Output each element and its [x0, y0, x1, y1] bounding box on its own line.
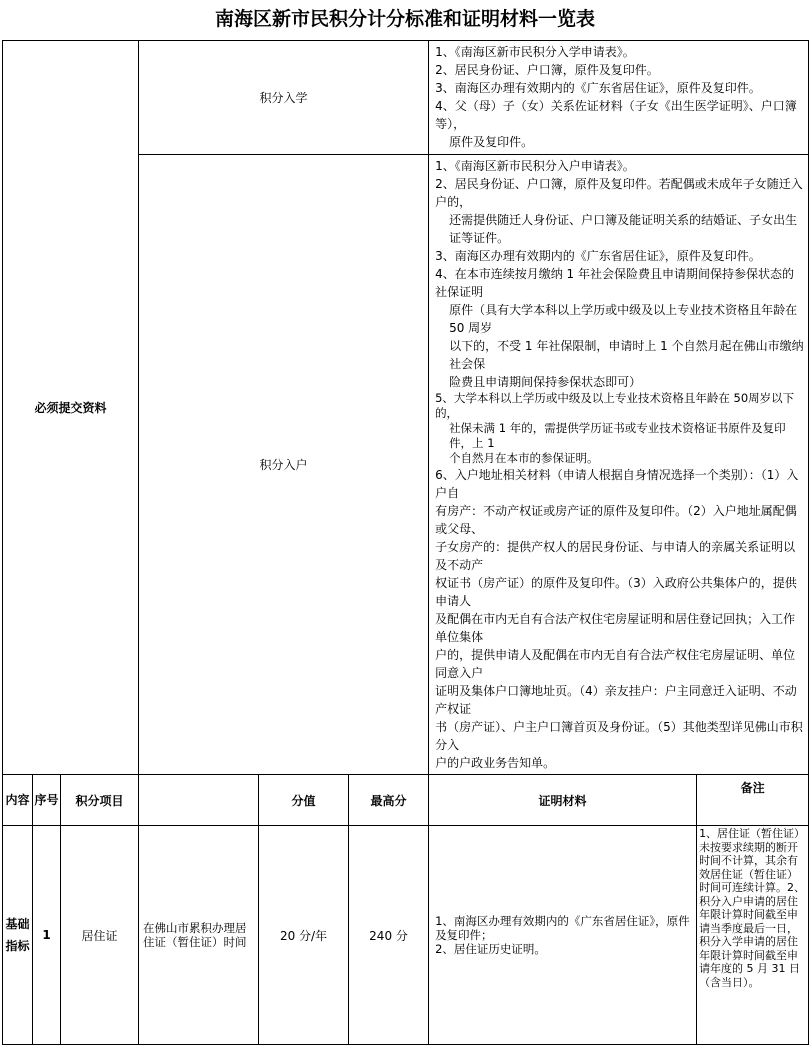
standards-table-wrapper: [2, 40, 808, 1045]
standards-table: [2, 40, 809, 1045]
row-proof-line: 2、居住证历史证明。: [435, 942, 546, 956]
table-row: [3, 826, 809, 1045]
header-seq: 序号: [33, 775, 61, 826]
school-material-line: 3、南海区办理有效期内的《广东省居住证》，原件及复印件。: [435, 81, 761, 95]
hukou-material-line: 证明及集体户口簿地址页。（4）亲友挂户：户主同意迁入证明、不动产权证: [435, 684, 797, 716]
header-item: 积分项目: [61, 775, 139, 826]
hukou-material-line: 5、大学本科以上学历或中级及以上专业技术资格且年龄在 50周岁以下的，: [435, 391, 795, 420]
header-remark: 备注: [697, 775, 809, 826]
required-school-row: [3, 41, 809, 155]
hukou-material-line: 3、南海区办理有效期内的《广东省居住证》，原件及复印件。: [435, 249, 761, 263]
school-material-line: 2、居民身份证、户口簿，原件及复印件。: [435, 63, 659, 77]
school-material-line: 1、《南海区新市民积分入学申请表》。: [435, 45, 635, 59]
hukou-material-line: 有房产：不动产权证或房产证的原件及复印件。（2）入户地址属配偶或父母、: [435, 504, 797, 536]
school-material-line: 原件及复印件。: [449, 135, 534, 149]
school-label: 积分入学: [139, 41, 429, 155]
hukou-material-line: 以下的，不受 1 年社保限制，申请时上 1 个自然月起在佛山市缴纳社会保: [449, 339, 804, 371]
hukou-material-line: 社保未满 1 年的，需提供学历证书或专业技术资格证书原件及复印件，上 1: [449, 421, 786, 450]
row-remark: 1、居住证（暂住证）未按要求续期的断开时间不计算，其余有效居住证（暂住证）时间可连续计算。2、积分入户申请的居住年限计算时间截至申请当季度最后一日，积分入学申请的居住年限计算时间截至申请年度的 5 月 31 日（含当日）。: [697, 826, 809, 1045]
scoring-header-row: [3, 775, 809, 826]
hukou-material-line: 及配偶在市内无自有合法产权住宅房屋证明和居住登记回执；入工作单位集体: [435, 612, 796, 644]
header-score: 分值: [259, 775, 349, 826]
header-max: 最高分: [349, 775, 429, 826]
school-materials: [429, 41, 809, 155]
hukou-material-line: 子女房产的：提供产权人的居民身份证、与申请人的亲属关系证明以及不动产: [435, 540, 796, 572]
row-proof-line: 1、南海区办理有效期内的《广东省居住证》，原件及复印件；: [435, 914, 690, 942]
required-materials-label: 必须提交资料: [3, 41, 139, 775]
row-category: 基础指标: [3, 826, 33, 1045]
hukou-material-line: 书（房产证）、户主户口簿首页及身份证。（5）其他类型详见佛山市积分入: [435, 720, 803, 752]
hukou-materials: [429, 155, 809, 775]
row-description: 在佛山市累积办理居住证（暂住证）时间: [139, 826, 259, 1045]
row-max: 240 分: [349, 826, 429, 1045]
school-material-line: 4、父（母）子（女）关系佐证材料（子女《出生医学证明》、户口簿等），: [435, 99, 797, 131]
header-content: 内容: [3, 775, 33, 826]
hukou-label: 积分入户: [139, 155, 429, 775]
row-proof: [429, 826, 697, 1045]
hukou-material-line: 还需提供随迁人身份证、户口簿及能证明关系的结婚证、子女出生证等证件。: [449, 213, 798, 245]
hukou-material-line: 权证书（房产证）的原件及复印件。（3）入政府公共集体户的，提供申请人: [435, 576, 797, 608]
row-seq: 1: [33, 826, 61, 1045]
hukou-material-line: 个自然月在本市的参保证明。: [449, 451, 599, 465]
hukou-material-line: 4、在本市连续按月缴纳 1 年社会保险费且申请期间保持参保状态的社保证明: [435, 267, 794, 299]
hukou-material-line: 户的，提供申请人及配偶在市内无自有合法产权住宅房屋证明、单位同意入户: [435, 648, 796, 680]
hukou-material-line: 险费且申请期间保持参保状态即可）: [449, 375, 642, 389]
row-item: 居住证: [61, 826, 139, 1045]
header-blank: [139, 775, 259, 826]
hukou-material-line: 户的户政业务告知单。: [435, 756, 556, 770]
header-proof: 证明材料: [429, 775, 697, 826]
hukou-material-line: 6、入户地址相关材料（申请人根据自身情况选择一个类别）：（1）入户自: [435, 468, 799, 500]
hukou-material-line: 2、居民身份证、户口簿，原件及复印件。若配偶或未成年子女随迁入户的，: [435, 177, 803, 209]
hukou-material-line: 1、《南海区新市民积分入户申请表》。: [435, 159, 635, 173]
hukou-material-line: 原件（具有大学本科以上学历或中级及以上专业技术资格且年龄在 50 周岁: [449, 303, 798, 335]
row-score: 20 分/年: [259, 826, 349, 1045]
page-title: 南海区新市民积分计分标准和证明材料一览表: [214, 8, 595, 30]
